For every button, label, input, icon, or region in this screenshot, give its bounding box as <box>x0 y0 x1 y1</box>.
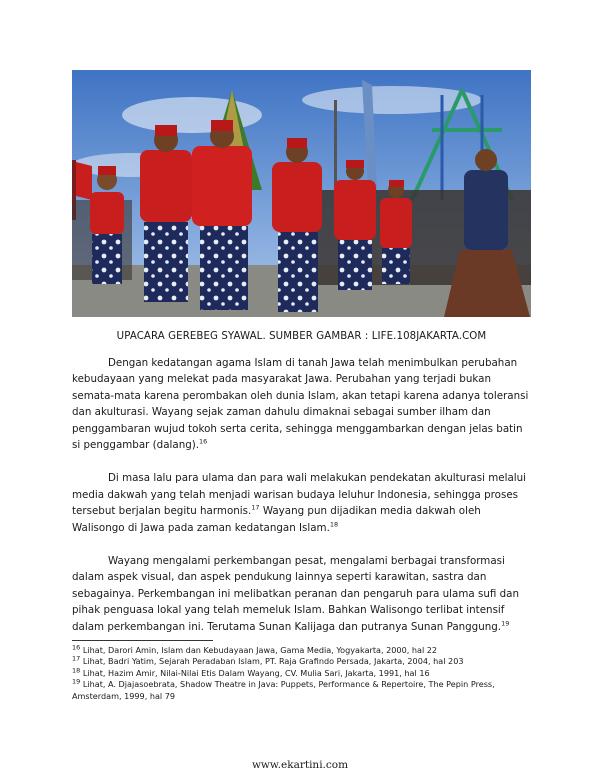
paragraph <box>72 355 534 453</box>
footnotes <box>72 645 534 702</box>
paragraph <box>72 470 534 536</box>
footnote-text: Lihat, Darori Amin, Islam dan Kebudayaan Jawa, Gama Media, Yogyakarta, 2000, hal 22 <box>80 645 438 655</box>
paragraph-text: Dengan kedatangan agama Islam di tanah Jawa telah menimbulkan perubahan kebudayaan yang melekat pada masyarakat Jawa. Perubahan yang terjadi bukan semata-mata karena perombakan oleh dunia Islam, akan tetapi karena adanya toleransi dan akulturasi. Wayang sejak zaman dahulu dimaknai sebagai sumber ilham dan penggambaran wujud tokoh serta cerita, sehingga menggambarkan dengan jelas batin si penggambar (dalang). <box>72 357 529 452</box>
footnote <box>72 668 534 679</box>
flag <box>76 162 92 200</box>
footnote-number: 18 <box>72 666 81 675</box>
footnote-number: 16 <box>72 643 81 652</box>
procession-photo-illustration <box>72 70 531 317</box>
footnote-ref: 17 <box>251 503 260 512</box>
procession-photo <box>72 70 531 317</box>
footnote <box>72 656 534 667</box>
article-body <box>72 355 534 652</box>
paragraph-text: Wayang mengalami perkembangan pesat, mengalami berbagai transformasi dalam aspek visual, dan aspek pendukung lainnya seperti karawitan, sastra dan sebagainya. Perkembangan ini melibatkan peranan dan pengaruh para ulama sufi dan pihak penguasa lokal yang telah memeluk Islam. Bahkan Walisongo terlibat intensif dalam perkembangan ini. Terutama Sunan Kalijaga dan putranya Sunan Panggung. <box>72 555 519 633</box>
page-footer-url: www.ekartini.com <box>251 759 349 771</box>
footnote <box>72 645 534 656</box>
paragraph <box>72 553 534 635</box>
footnote-text: Lihat, Hazim Amir, Nilai-Nilai Etis Dalam Wayang, CV. Mulia Sari, Jakarta, 1991, hal 16 <box>80 667 430 678</box>
footnote-ref: 18 <box>329 520 339 529</box>
paragraph-text: Wayang pun dijadikan media dakwah oleh Walisongo di Jawa pada zaman kedatangan Islam. <box>72 505 481 534</box>
footnote-ref: 19 <box>501 619 510 628</box>
photo-caption: UPACARA GEREBEG SYAWAL. SUMBER GAMBAR : LIFE.108JAKARTA.COM <box>116 331 487 342</box>
footnote-number: 19 <box>72 677 81 686</box>
footnote-number: 17 <box>72 654 81 663</box>
footnote-ref: 16 <box>199 437 208 446</box>
footnote-divider <box>72 640 213 641</box>
paragraph-text: Di masa lalu para ulama dan para wali melakukan pendekatan akulturasi melalui media dakwah yang telah menjadi warisan budaya leluhur Indonesia, sehingga proses tersebut berjalan begitu harmonis. <box>72 472 527 518</box>
footnote <box>72 679 534 702</box>
footnote-text: Lihat, Badri Yatim, Sejarah Peradaban Islam, PT. Raja Grafindo Persada, Jakarta, 2004, hal 203 <box>80 656 464 667</box>
footnote-text: Lihat, A. Djajasoebrata, Shadow Theatre in Java: Puppets, Performance & Repertoire, The Pepin Press, Amsterdam, 1999, hal 79 <box>72 679 495 701</box>
